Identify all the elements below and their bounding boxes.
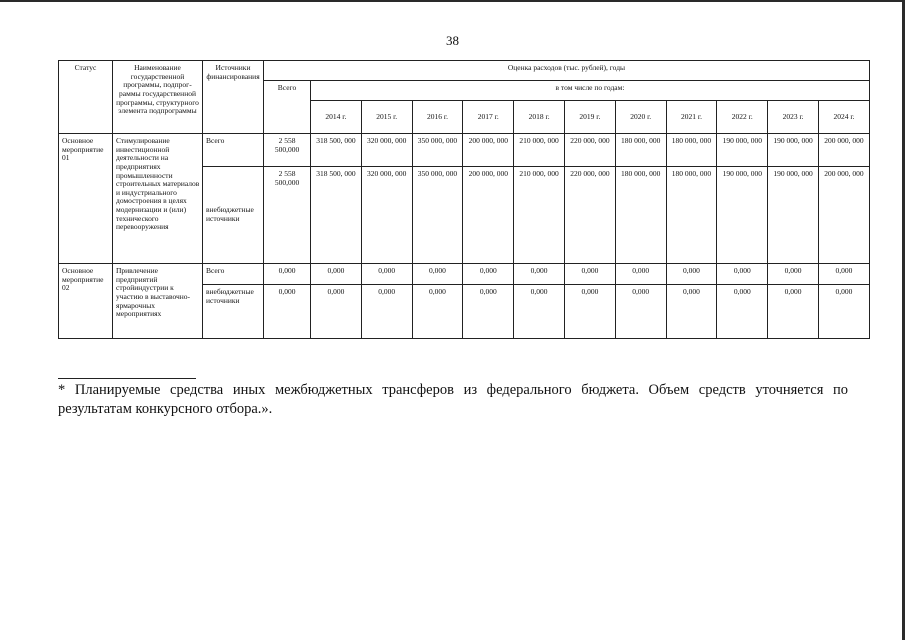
header-including: в том числе по годам: bbox=[311, 81, 870, 101]
header-year: 2017 г. bbox=[463, 101, 514, 134]
total-cell: 2 558 500,000 bbox=[264, 134, 311, 167]
header-year: 2015 г. bbox=[361, 101, 412, 134]
header-year: 2018 г. bbox=[514, 101, 565, 134]
source-cell: внебюджетные источники bbox=[203, 285, 264, 339]
status-cell: Основное мероприятие 02 bbox=[59, 264, 113, 339]
header-row-1 bbox=[59, 61, 870, 81]
value-cell: 210 000, 000 bbox=[514, 134, 565, 167]
header-sources: Источники финансирования bbox=[203, 61, 264, 134]
value-cell: 200 000, 000 bbox=[463, 134, 514, 167]
value-cell: 0,000 bbox=[463, 285, 514, 339]
value-cell: 180 000, 000 bbox=[615, 167, 666, 264]
source-cell: внебюджетные источники bbox=[203, 167, 264, 264]
header-year: 2019 г. bbox=[564, 101, 615, 134]
table-row bbox=[59, 134, 870, 167]
budget-table bbox=[58, 60, 870, 339]
header-total: Всего bbox=[264, 81, 311, 134]
value-cell: 0,000 bbox=[311, 285, 362, 339]
value-cell: 180 000, 000 bbox=[666, 134, 717, 167]
value-cell: 350 000, 000 bbox=[412, 134, 463, 167]
value-cell: 350 000, 000 bbox=[412, 167, 463, 264]
value-cell: 190 000, 000 bbox=[717, 134, 768, 167]
header-year: 2024 г. bbox=[818, 101, 869, 134]
header-year: 2014 г. bbox=[311, 101, 362, 134]
footnote-text: * Планируемые средства иных межбюджетных трансферов из федерального бюджета. Объем средств уточняется по результатам конкурсного отбора.». bbox=[58, 382, 848, 417]
value-cell: 0,000 bbox=[463, 264, 514, 285]
value-cell: 0,000 bbox=[361, 285, 412, 339]
value-cell: 210 000, 000 bbox=[514, 167, 565, 264]
header-year: 2016 г. bbox=[412, 101, 463, 134]
value-cell: 0,000 bbox=[311, 264, 362, 285]
value-cell: 0,000 bbox=[361, 264, 412, 285]
header-year: 2022 г. bbox=[717, 101, 768, 134]
value-cell: 0,000 bbox=[514, 285, 565, 339]
footnote-divider bbox=[58, 378, 196, 379]
header-year: 2021 г. bbox=[666, 101, 717, 134]
total-cell: 0,000 bbox=[264, 264, 311, 285]
value-cell: 0,000 bbox=[666, 285, 717, 339]
table-row bbox=[59, 264, 870, 285]
value-cell: 0,000 bbox=[615, 285, 666, 339]
value-cell: 220 000, 000 bbox=[564, 167, 615, 264]
value-cell: 0,000 bbox=[717, 285, 768, 339]
value-cell: 190 000, 000 bbox=[768, 134, 819, 167]
value-cell: 318 500, 000 bbox=[311, 134, 362, 167]
value-cell: 0,000 bbox=[412, 285, 463, 339]
total-cell: 0,000 bbox=[264, 285, 311, 339]
status-cell: Основное мероприятие 01 bbox=[59, 134, 113, 264]
value-cell: 180 000, 000 bbox=[666, 167, 717, 264]
value-cell: 0,000 bbox=[514, 264, 565, 285]
value-cell: 200 000, 000 bbox=[463, 167, 514, 264]
value-cell: 318 500, 000 bbox=[311, 167, 362, 264]
value-cell: 200 000, 000 bbox=[818, 167, 869, 264]
value-cell: 320 000, 000 bbox=[361, 134, 412, 167]
header-status: Статус bbox=[59, 61, 113, 134]
name-cell: Привлечение предприятий стройиндустрии к участию в выставочно-ярмарочных мероприятиях bbox=[113, 264, 203, 339]
value-cell: 0,000 bbox=[412, 264, 463, 285]
scan-edge-top bbox=[0, 0, 905, 2]
page-number: 38 bbox=[446, 33, 459, 48]
value-cell: 0,000 bbox=[717, 264, 768, 285]
value-cell: 0,000 bbox=[615, 264, 666, 285]
value-cell: 320 000, 000 bbox=[361, 167, 412, 264]
value-cell: 0,000 bbox=[666, 264, 717, 285]
value-cell: 180 000, 000 bbox=[615, 134, 666, 167]
value-cell: 0,000 bbox=[768, 264, 819, 285]
value-cell: 0,000 bbox=[818, 264, 869, 285]
source-cell: Всего bbox=[203, 134, 264, 167]
source-cell: Всего bbox=[203, 264, 264, 285]
value-cell: 190 000, 000 bbox=[717, 167, 768, 264]
name-cell: Стимулирование инвестиционной деятельности на предприятиях промышленности строительных материалов и индустриального домостроения в целях модернизации и (или) технического перевооружения bbox=[113, 134, 203, 264]
header-name: Наименование государственной программы, подпрограммы государственной программы, структурного элемента подпрограммы bbox=[113, 61, 203, 134]
value-cell: 0,000 bbox=[564, 264, 615, 285]
value-cell: 0,000 bbox=[768, 285, 819, 339]
value-cell: 220 000, 000 bbox=[564, 134, 615, 167]
header-year: 2020 г. bbox=[615, 101, 666, 134]
total-cell: 2 558 500,000 bbox=[264, 167, 311, 264]
value-cell: 0,000 bbox=[818, 285, 869, 339]
value-cell: 200 000, 000 bbox=[818, 134, 869, 167]
value-cell: 0,000 bbox=[564, 285, 615, 339]
header-year: 2023 г. bbox=[768, 101, 819, 134]
value-cell: 190 000, 000 bbox=[768, 167, 819, 264]
header-estimate: Оценка расходов (тыс. рублей), годы bbox=[264, 61, 870, 81]
